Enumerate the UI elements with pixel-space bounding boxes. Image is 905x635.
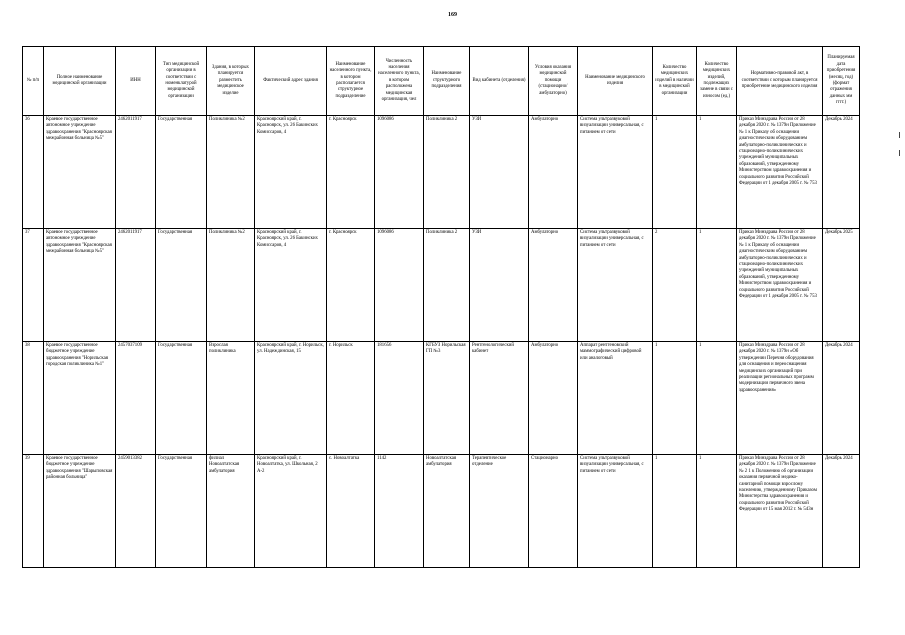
cell-type: Государственная — [156, 229, 207, 342]
header-unit: Наименование структурного подразделения — [424, 47, 470, 116]
cell-org: Краевое государственное автономное учреждение здравоохранения "Красноярская межрайонная больница №5" — [44, 116, 116, 229]
cell-qty-replace: 1 — [697, 455, 737, 568]
cell-unit: КГБУЗ Норильская ГП №3 — [424, 342, 470, 455]
cell-qty-replace: 1 — [697, 229, 737, 342]
cell-act: Приказ Минздрава России от 28 декабря 2020 г. № 1379н Приложение № 1 к Приказу об оснащении диагностическим оборудованием амбулаторно-поликлинических и стационарно-поликлинических учреждений муниципальных образований, утвержденному Министерством здравоохранения и социального развития Российской Федерации от 1 декабря 2005 г. № 753 — [737, 116, 823, 229]
header-qty-replace: Количество медицинских изделий, подлежащих замене в связи с износом (ед.) — [697, 47, 737, 116]
table-row — [23, 229, 860, 342]
cell-device: Система ультразвуковой визуализации универсальная, с питанием от сети — [578, 116, 653, 229]
header-row — [23, 47, 860, 116]
header-cabinet: Вид кабинета (отделения) — [470, 47, 529, 116]
cell-inn: 2459013382 — [116, 455, 156, 568]
header-type: Тип медицинской организации в соответствии с номенклатурой медицинской организации — [156, 47, 207, 116]
cell-building: Взрослая поликлиника — [207, 342, 255, 455]
cell-qty-have: 1 — [653, 455, 697, 568]
equipment-table — [22, 46, 860, 568]
cell-conditions: Амбулаторно — [529, 342, 578, 455]
header-date: Планируемая дата приобретения (месяц, год) (формат отражения данных мм гггг.) — [823, 47, 860, 116]
cell-act: Приказ Минздрава России от 28 декабря 2020 г. № 1379н «Об утверждении Перечня оборудования для оснащения и переоснащения медицинских организаций при реализации региональных программ модернизации первичного звена здравоохранения» — [737, 342, 823, 455]
cell-device: Система ультразвуковой визуализации универсальная, с питанием от сети — [578, 455, 653, 568]
cell-device: Система ультразвуковой визуализации универсальная, с питанием от сети — [578, 229, 653, 342]
cell-population: 181656 — [375, 342, 424, 455]
header-device: Наименование медицинского изделия — [578, 47, 653, 116]
cell-unit: Новоалтатская амбулатория — [424, 455, 470, 568]
cell-building: филиал Новоалтатская амбулатория — [207, 455, 255, 568]
cell-inn: 2457037109 — [116, 342, 156, 455]
cell-address: Красноярский край, г. Новоалтатка, ул. Школьная, 2 А-2 — [255, 455, 327, 568]
cell-type: Государственная — [156, 342, 207, 455]
header-conditions: Условия оказания медицинской помощи (стационарно/амбулаторно) — [529, 47, 578, 116]
header-qty-have: Количество медицинских изделий в наличии в медицинской организации — [653, 47, 697, 116]
cell-type: Государственная — [156, 116, 207, 229]
cell-cabinet: Рентгенологический кабинет — [470, 342, 529, 455]
table-row — [23, 116, 860, 229]
header-building: Здания, в которых планируется разместить медицинское изделие — [207, 47, 255, 116]
table-header — [23, 47, 860, 116]
cell-date: Декабрь 2024 — [823, 342, 860, 455]
cell-population: 1142 — [375, 455, 424, 568]
cell-date: Декабрь 2025 — [823, 229, 860, 342]
cell-locality: г. Красноярск — [327, 116, 375, 229]
cell-num: 39 — [23, 455, 44, 568]
cell-device: Аппарат рентгеновский маммографический цифровой или аналоговый — [578, 342, 653, 455]
cell-cabinet: УЗИ — [470, 229, 529, 342]
cell-org: Краевое государственное автономное учреждение здравоохранения "Красноярская межрайонная больница №5" — [44, 229, 116, 342]
header-locality: Наименование населенного пункта, в котором располагается структурное подразделение — [327, 47, 375, 116]
table-row — [23, 455, 860, 568]
cell-num: 37 — [23, 229, 44, 342]
cell-cabinet: УЗИ — [470, 116, 529, 229]
page-number: 169 — [448, 12, 457, 18]
cell-qty-have: 1 — [653, 342, 697, 455]
cell-conditions: Стационарно — [529, 455, 578, 568]
scan-mark — [899, 150, 900, 156]
cell-unit: Поликлиника 2 — [424, 229, 470, 342]
cell-address: Красноярский край, г. Красноярск, ул. 26 Бакинских Комиссаров, 4 — [255, 116, 327, 229]
cell-org: Краевое государственное бюджетное учреждение здравоохранения "Норильская городская поликлиника №1" — [44, 342, 116, 455]
cell-num: 38 — [23, 342, 44, 455]
cell-org: Краевое государственное бюджетное учреждение здравоохранения "Шарыповская районная больница" — [44, 455, 116, 568]
cell-building: Поликлиника №2 — [207, 229, 255, 342]
header-org: Полное наименование медицинской организации — [44, 47, 116, 116]
cell-type: Государственная — [156, 455, 207, 568]
cell-conditions: Амбулаторно — [529, 116, 578, 229]
cell-locality: г. Красноярск — [327, 229, 375, 342]
equipment-table-container — [22, 46, 860, 568]
cell-inn: 2462011917 — [116, 229, 156, 342]
cell-date: Декабрь 2024 — [823, 455, 860, 568]
header-act: Нормативно-правовой акт, в соответствии с которым планируется приобретение медицинского изделия — [737, 47, 823, 116]
cell-cabinet: Терапевтическое отделение — [470, 455, 529, 568]
scan-mark — [899, 132, 900, 138]
cell-inn: 2462011917 — [116, 116, 156, 229]
cell-qty-have: 1 — [653, 116, 697, 229]
header-address: Фактический адрес здания — [255, 47, 327, 116]
cell-locality: г. Норильск — [327, 342, 375, 455]
cell-act: Приказ Минздрава России от 28 декабря 2020 г. № 1379н Приложение № 1 к Приказу об оснащении диагностическим оборудованием амбулаторно-поликлинических и стационарно-поликлинических учреждений муниципальных образований, утвержденному Министерством здравоохранения и социального развития Российской Федерации от 1 декабря 2005 г. № 753 — [737, 229, 823, 342]
header-inn: ИНН — [116, 47, 156, 116]
header-population: Численность населения населенного пункта, в котором расположена медицинская организация, чел — [375, 47, 424, 116]
cell-num: 36 — [23, 116, 44, 229]
cell-population: 1096086 — [375, 116, 424, 229]
cell-conditions: Амбулаторно — [529, 229, 578, 342]
cell-address: Красноярский край, г. Красноярск, ул. 26 Бакинских Комиссаров, 4 — [255, 229, 327, 342]
cell-qty-have: 2 — [653, 229, 697, 342]
cell-date: Декабрь 2024 — [823, 116, 860, 229]
cell-act: Приказ Минздрава России от 28 декабря 2020 г. № 1379н Приложение № 2 1 к Положению об организации оказания первичной медико-санитарной помощи взрослому населению, утвержденному Приказом Министерства здравоохранения и социального развития Российской Федерации от 15 мая 2012 г. № 543н — [737, 455, 823, 568]
cell-unit: Поликлиника 2 — [424, 116, 470, 229]
cell-qty-replace: 1 — [697, 342, 737, 455]
table-body — [23, 116, 860, 568]
cell-address: Красноярский край, г. Норильск, ул. Надеждинская, 15 — [255, 342, 327, 455]
header-num: № п/п — [23, 47, 44, 116]
cell-locality: с. Новоалтатка — [327, 455, 375, 568]
cell-qty-replace: 1 — [697, 116, 737, 229]
table-row — [23, 342, 860, 455]
cell-population: 1096086 — [375, 229, 424, 342]
cell-building: Поликлиника №2 — [207, 116, 255, 229]
